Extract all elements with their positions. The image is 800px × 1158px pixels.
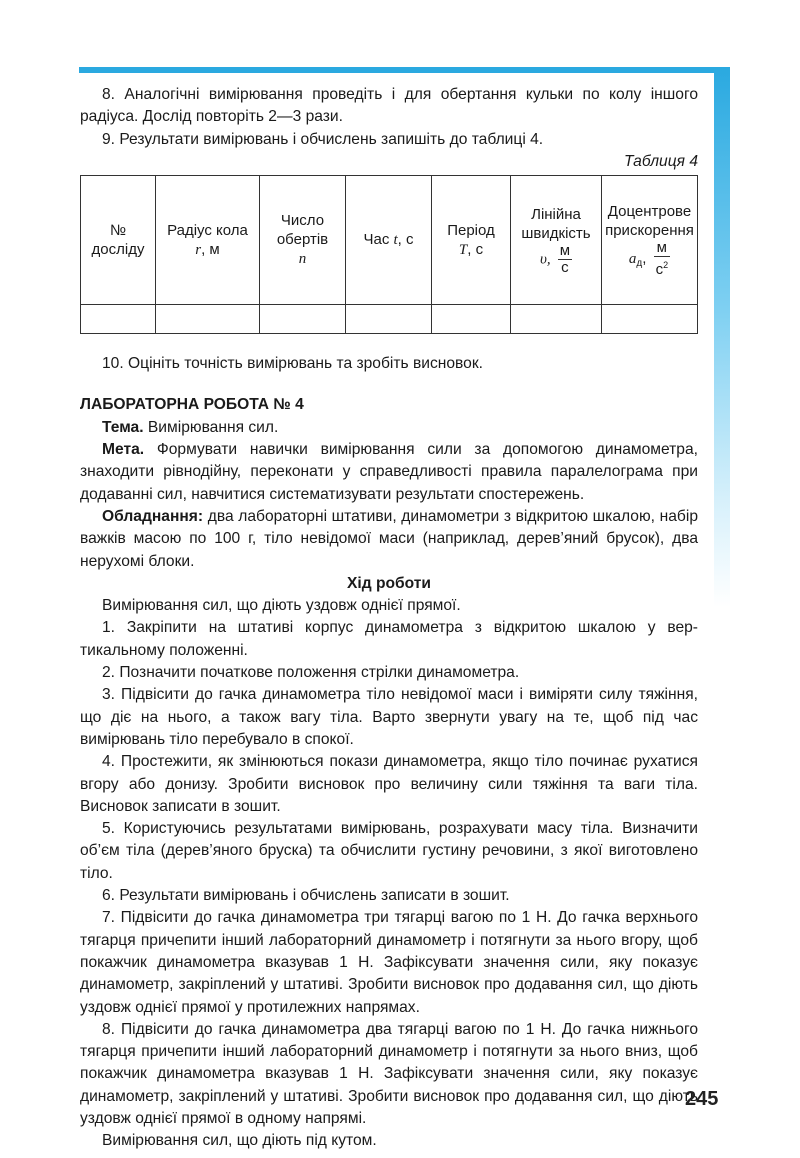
header-cell-experiment: № досліду [81,176,156,305]
step-7: 7. Підвісити до гачка динамометра три тягарці вагою по 1 Н. До гачка верхнього тягарця причепити інший лабораторний динамометр і потягнути за нього вгору, щоб покажчик динамометра вказував 1 Н. Зафіксувати значення сили, яку показує динамометр, закріплений у штативі. Зробити висновок про додавання сил, що діють уздовж однієї прямої у протилежних напрямах. [80,909,698,1016]
header-cell-time: Час t, с [346,176,432,305]
step-1: 1. Закріпити на штативі корпус динамометра з відкритою шкалою у вертикальному положенні. [80,619,698,659]
header-cell-period: Період T, с [432,176,511,305]
unit-fraction: $\frac{м}{с^2}$ [655,239,669,279]
step-5: 5. Користуючись результатами вимірювань, розрахувати масу тіла. Визначити об’єм тіла (дерев’яного бруска) та обчислити густину речовини, з якої виготовлено тіло. [80,820,698,882]
lab-title: ЛАБОРАТОРНА РОБОТА № 4 [80,396,304,414]
side-accent-bar [714,67,730,607]
lab-topic: Тема. Вимірювання сил. [102,418,279,436]
page-content [80,84,698,1153]
table-header-row [81,176,698,305]
table-row [81,305,698,334]
page-number: 245 [685,1088,719,1110]
lab-equipment: Обладнання: два лабораторні штативи, динамометри з відкритою шкалою, набір важків масою по 100 г, тіло невідомої маси (наприклад, дерев’яний брусок), два нерухомі блоки. [80,507,698,570]
procedure-heading: Хід роботи [346,574,431,592]
header-cell-centripetal-acceleration: Доцентрове прискорення $a_д$, $\frac{м}{с^2}$ [602,176,698,305]
step-4: 4. Простежити, як змінюються покази динамометра, якщо тіло починає рухатися вгору або донизу. Зробити висновок про величину сили тяжіння та ваги тіла. Висновок записати в зошит. [80,753,698,815]
step-8: 8. Підвісити до гачка динамометра два тягарці вагою по 1 Н. До гачка нижнього тягарця причепити інший лабораторний динамометр і потягнути за нього вниз, щоб покажчик динамометра вказував 1 Н. Зафіксувати значення сили, яку показує динамометр, закріплений у штативі. Зробити висновок про додавання сил, що діють уздовж однієї прямої в одному напрямі. [80,1020,698,1127]
step-6: 6. Результати вимірювань і обчислень записати в зошит. [102,887,510,905]
item-8: 8. Аналогічні вимірювання проведіть і для обертання кульки по колу іншого радіуса. Дослід повторіть 2—3 рази. [80,86,698,126]
header-cell-revolutions: Число обертів n [260,176,346,305]
procedure-intro: Вимірювання сил, що діють уздовж однієї прямої. [102,597,461,615]
item-10: 10. Оцініть точність вимірювань та зробіть висновок. [102,355,483,373]
lab-goal: Мета. Формувати навички вимірювання сили за допомогою динамометра, знаходити рівнодійну, переконати у справедливості правила паралелограма при додаванні сил, навчитися систематизувати результати спостережень. [80,441,698,503]
table-caption: Таблиця 4 [623,152,698,170]
procedure-outro: Вимірювання сил, що діють під кутом. [102,1132,377,1150]
item-9: 9. Результати вимірювань і обчислень запишіть до таблиці 4. [102,130,544,148]
header-cell-linear-speed: Лінійна швидкість υ, $\frac{м}{с}$ [511,176,602,305]
header-cell-radius: Радіус кола r, м [156,176,260,305]
step-3: 3. Підвісити до гачка динамометра тіло невідомої маси і виміряти силу тяжіння, що діє на нього, а також вагу тіла. Варто звернути увагу на те, щоб під час вимірювань тіло перебувало в спокої. [80,686,698,748]
results-table [80,175,698,334]
unit-fraction: $\frac{м}{с}$ [559,241,571,276]
step-2: 2. Позначити початкове положення стрілки динамометра. [102,664,520,682]
top-accent-rule [79,67,729,73]
